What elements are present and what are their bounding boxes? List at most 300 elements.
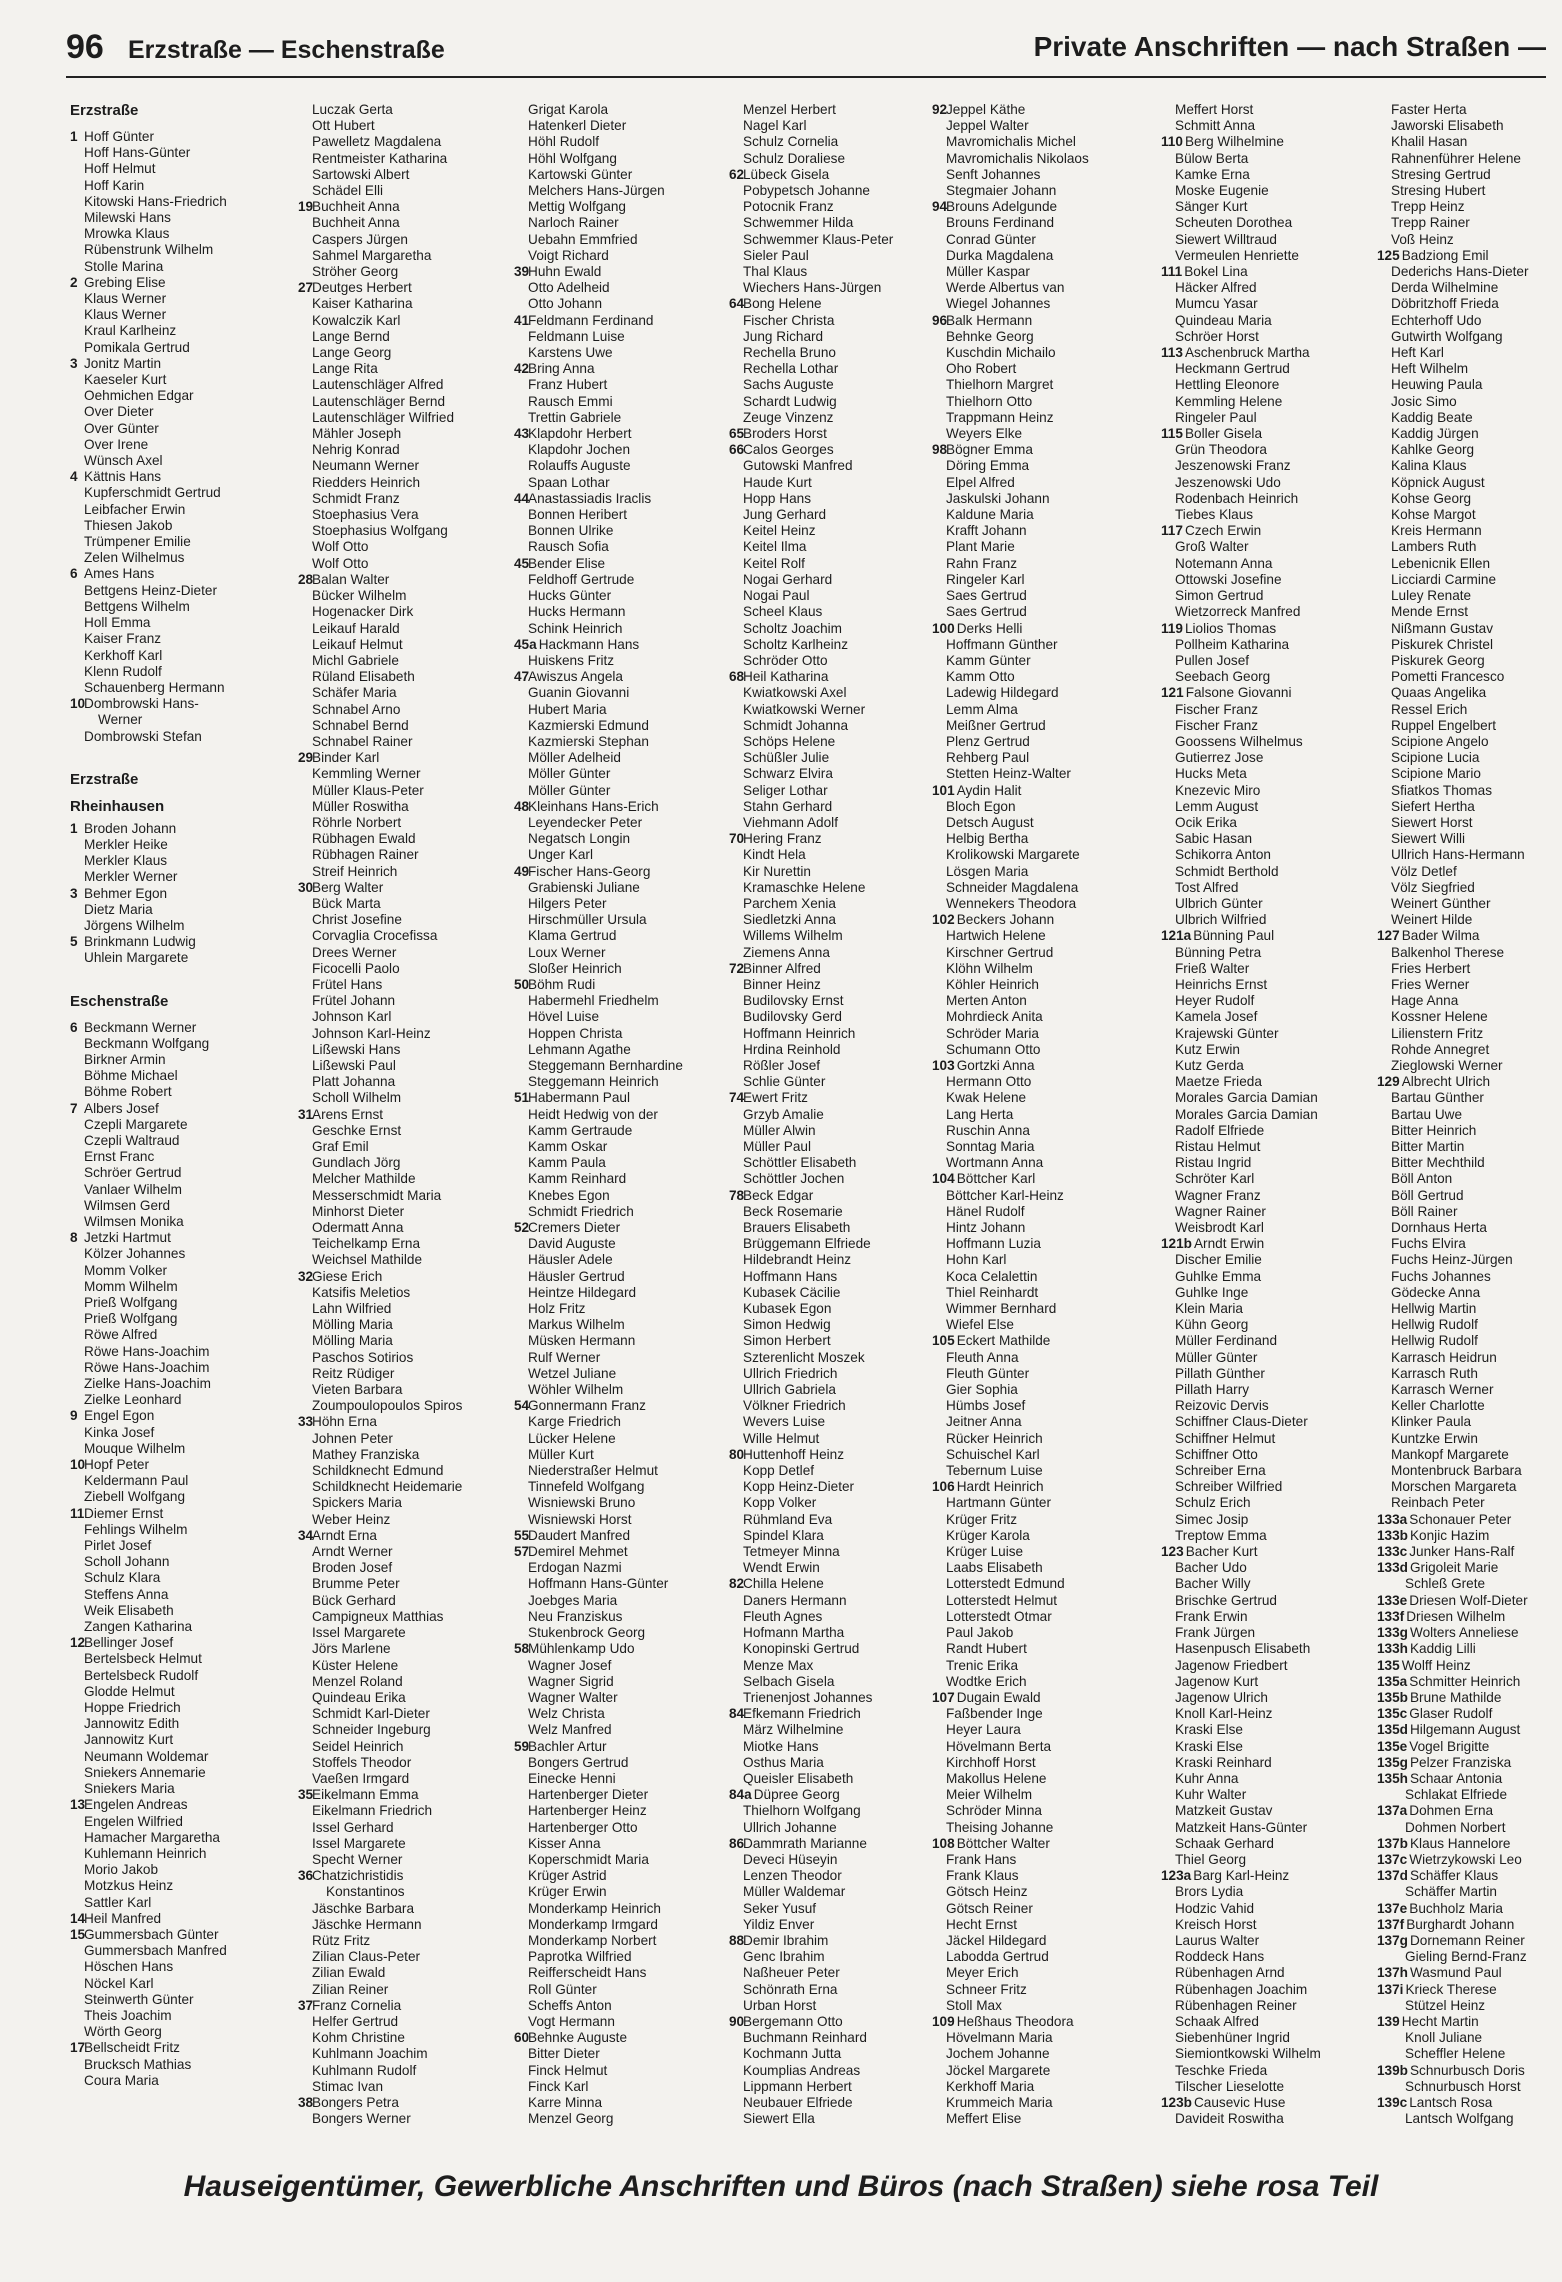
resident-name: Klapdohr Herbert [528,426,632,442]
house-number: 59 [514,1738,530,1754]
resident-entry: Götsch Heinz [946,1884,1028,1900]
house-number: 36 [298,1868,314,1884]
resident-entry: Rübenhagen Arnd [1175,1965,1285,1981]
resident-entry: Balkenhol Therese [1391,944,1505,960]
resident-name: Awiszus Angela [528,669,623,685]
resident-entry: Böll Gertrud [1391,1187,1464,1203]
resident-entry: Kowalczik Karl [312,312,401,328]
resident-entry: Scholl Wilhelm [312,1090,402,1106]
resident-entry: Kreisch Horst [1175,1916,1257,1932]
resident-name: Dammrath Marianne [743,1835,867,1851]
resident-entry: Piskurek Christel [1391,636,1493,652]
resident-entry: Frank Hans [946,1851,1017,1867]
resident-entry: Seliger Lothar [743,782,828,798]
resident-entry: Rüland Elisabeth [312,669,415,685]
house-number: 15 [70,1926,86,1942]
resident-entry: Schleß Grete [1405,1576,1486,1592]
resident-entry: Paprotka Wilfried [528,1949,632,1965]
resident-entry: Frank Erwin [1175,1608,1248,1624]
house-number: 2 [70,274,78,290]
resident-entry: Kuntzke Erwin [1391,1430,1478,1446]
house-number: 35 [298,1787,314,1803]
house-number: 82 [729,1576,745,1592]
resident-entry: Issel Margarete [312,1625,406,1641]
house-number: 133c [1377,1544,1408,1560]
resident-entry: Spickers Maria [312,1495,402,1511]
resident-entry: Merten Anton [946,993,1027,1009]
resident-entry: Schwemmer Hilda [743,215,854,231]
resident-entry: Deveci Hüseyin [743,1851,838,1867]
resident-name: Jeppel Käthe [946,102,1026,117]
resident-entry: Siedletzki Anna [743,912,836,928]
resident-entry: Matzkeit Hans-Günter [1175,1819,1308,1835]
resident-entry: Kaiser Katharina [312,296,413,312]
house-number: 44 [514,490,530,506]
resident-entry: Bacher Udo [1175,1560,1247,1576]
resident-entry: Treptow Emma [1175,1527,1267,1543]
resident-name: Broden Johann [84,820,177,836]
house-number: 123b [1161,2094,1192,2110]
resident-entry: Sabic Hasan [1175,831,1253,847]
resident-entry: Feldmann Luise [528,328,625,344]
resident-entry [70,1457,282,1473]
resident-entry: Rausch Sofia [528,539,609,555]
resident-name: Brouns Adelgunde [946,199,1058,215]
house-number: 139 [1377,2013,1400,2029]
resident-entry: Werde Albertus van [946,280,1065,296]
resident-entry: Reitz Rüdiger [312,1365,395,1381]
resident-name: Kättnis Hans [84,469,162,485]
resident-entry: Laurus Walter [1175,1932,1260,1948]
resident-entry [1377,1965,1562,1981]
resident-entry [70,696,282,712]
resident-entry: Scheffler Helene [1405,2046,1506,2062]
resident-entry: Behnke Georg [946,328,1034,344]
resident-entry [1377,248,1562,264]
resident-entry: Czepli Waltraud [84,1132,180,1148]
resident-entry: Hövelmann Maria [946,2030,1053,2046]
resident-name: Glaser Rudolf [1409,1706,1493,1722]
resident-entry [514,1398,726,1414]
resident-name: Boller Gisela [1184,426,1262,442]
resident-entry: Guhlke Emma [1175,1268,1262,1284]
resident-entry [1377,1658,1562,1674]
resident-entry: Jeitner Anna [946,1414,1022,1430]
resident-entry: Schmitt Anna [1175,118,1256,134]
resident-entry: Kraski Reinhard [1175,1754,1272,1770]
resident-entry [514,1220,726,1236]
resident-entry: Rübhagen Rainer [312,847,419,863]
resident-entry: Vaeßen Irmgard [312,1770,410,1786]
house-number: 10 [70,1457,86,1473]
resident-entry: Hilgers Peter [528,895,607,911]
resident-entry: Stoll Max [946,1997,1002,2013]
resident-entry: Lotterstedt Edmund [946,1576,1065,1592]
resident-entry: Lange Georg [312,345,392,361]
resident-entry: Zeuge Vinzenz [743,409,834,425]
resident-entry: Schöttler Jochen [743,1171,845,1187]
resident-entry: Möller Adelheid [528,750,621,766]
resident-entry: Karrasch Heidrun [1391,1349,1497,1365]
resident-entry: Bertelsbeck Rudolf [84,1667,199,1683]
resident-entry: Welz Manfred [528,1722,612,1738]
resident-entry: Schmidt Johanna [743,717,849,733]
street-range-title: Erzstraße — Eschenstraße [128,36,445,64]
resident-entry: Faster Herta [1391,102,1467,117]
resident-entry: Thiel Georg [1175,1851,1247,1867]
resident-entry: Fleuth Agnes [743,1608,823,1624]
directory-column-3 [514,102,726,2142]
resident-entry: Hecht Ernst [946,1916,1018,1932]
resident-entry [298,1998,510,2014]
resident-entry: Geschke Ernst [312,1122,402,1138]
resident-entry: Nehrig Konrad [312,442,400,458]
resident-entry: Pillath Harry [1175,1382,1250,1398]
resident-entry: Moske Eugenie [1175,183,1269,199]
resident-entry: Stoffels Theodor [312,1754,412,1770]
resident-entry: Gieling Bernd-Franz [1405,1949,1527,1965]
resident-entry: Feldhoff Gertrude [528,571,635,587]
house-number: 121a [1161,928,1192,944]
resident-entry: Gödecke Anna [1391,1284,1481,1300]
house-number: 108 [932,1835,955,1851]
resident-entry: Zieglowski Werner [1391,1057,1503,1073]
resident-name: Chilla Helene [743,1576,824,1592]
resident-entry: Lantsch Wolfgang [1405,2111,1514,2127]
resident-entry: Johnen Peter [312,1430,393,1446]
resident-entry: Kopp Volker [743,1495,817,1511]
resident-entry: Zelen Wilhelmus [84,550,185,566]
resident-entry: Siebenhüner Ingrid [1175,2030,1290,2046]
resident-entry: Jörgens Wilhelm [84,917,185,933]
resident-entry: Stetten Heinz-Walter [946,766,1071,782]
house-number: 137a [1377,1803,1408,1819]
resident-entry: Helbig Bertha [946,831,1029,847]
resident-entry: Thiel Reinhardt [946,1284,1039,1300]
resident-entry: Corvaglia Crocefissa [312,928,438,944]
resident-entry [514,1544,726,1560]
resident-name: Gortzki Anna [956,1057,1035,1073]
resident-entry: Markus Wilhelm [528,1317,625,1333]
house-number: 133e [1377,1592,1408,1608]
resident-entry: Hucks Günter [528,588,612,604]
resident-entry: Daners Hermann [743,1592,847,1608]
resident-entry: Lemm August [1175,798,1259,814]
resident-entry: Bitter Martin [1391,1139,1465,1154]
resident-entry [298,1528,510,1544]
resident-entry: Morales Garcia Damian [1175,1106,1318,1122]
resident-entry: Meyer Erich [946,1965,1019,1981]
resident-entry: Hartenberger Otto [528,1819,638,1835]
resident-name: Konjic Hazim [1409,1527,1490,1543]
resident-entry: Drees Werner [312,944,397,960]
resident-entry: Ristau Ingrid [1175,1155,1252,1171]
resident-entry: Genc Ibrahim [743,1949,825,1965]
resident-entry: Tinnefeld Wolfgang [528,1479,645,1495]
resident-entry: Ströher Georg [312,264,399,280]
resident-entry: Scholtz Joachim [743,620,842,636]
house-number: 52 [514,1220,530,1236]
resident-entry: Beckmann Wolfgang [84,1035,210,1051]
resident-name: Böttcher Karl [956,1171,1036,1187]
resident-entry: Plant Marie [946,539,1015,555]
resident-entry: Quindeau Erika [312,1689,406,1705]
house-number: 3 [70,885,78,901]
resident-entry: Schnurbusch Horst [1405,2078,1521,2094]
resident-entry: Coura Maria [84,2072,159,2088]
house-number: 74 [729,1090,745,1106]
resident-entry: Merkler Heike [84,836,168,852]
resident-entry: Klein Maria [1175,1301,1243,1317]
resident-entry: Momm Wilhelm [84,1278,178,1294]
house-number: 110 [1161,134,1183,150]
page-number: 96 [66,28,104,66]
resident-entry [70,821,282,837]
resident-entry [1161,1544,1373,1560]
resident-entry: Monderkamp Norbert [528,1932,657,1948]
resident-entry: Zilian Claus-Peter [312,1949,421,1965]
resident-name: Arndt Erwin [1193,1236,1265,1252]
resident-entry: Schildknecht Heidemarie [312,1479,463,1495]
resident-entry: Guanin Giovanni [528,685,630,701]
resident-name: Feldmann Ferdinand [528,312,654,328]
house-number: 135d [1377,1722,1408,1738]
resident-entry: Häusler Adele [528,1252,613,1268]
resident-name: Brinkmann Ludwig [84,934,196,950]
resident-entry: Monderkamp Irmgard [528,1916,658,1932]
resident-entry: Rohde Annegret [1391,1041,1490,1057]
resident-entry [932,2014,1144,2030]
resident-entry: Werner [98,712,143,728]
resident-name: Berg Walter [312,879,384,895]
resident-entry: Meffert Horst [1175,102,1254,117]
resident-entry: Stukenbrock Georg [528,1625,646,1641]
house-number: 64 [729,296,745,312]
house-number: 125 [1377,247,1400,263]
resident-entry [298,880,510,896]
resident-entry: Bartau Günther [1391,1090,1484,1106]
resident-entry: Keitel Ilma [743,539,807,555]
house-number: 47 [514,669,530,685]
resident-entry: Simon Herbert [743,1333,831,1349]
resident-entry: Jörs Marlene [312,1641,391,1657]
resident-entry: Roddeck Hans [1175,1949,1265,1965]
resident-entry: Nogai Paul [743,588,810,604]
resident-entry: Stützel Heinz [1405,1997,1486,2013]
resident-entry: Piskurek Georg [1391,652,1485,668]
resident-entry: Caspers Jürgen [312,231,408,247]
resident-entry: Wagner Sigrid [528,1673,614,1689]
resident-name: Balan Walter [312,571,390,587]
resident-entry: Lautenschläger Alfred [312,377,444,393]
resident-entry: Neumann Werner [312,458,420,474]
resident-name: Balk Hermann [946,312,1033,328]
resident-entry: Völkner Friedrich [743,1398,846,1414]
resident-entry [729,1576,941,1592]
resident-entry [1161,523,1373,539]
resident-entry: Kirchhoff Horst [946,1754,1036,1770]
resident-entry [1377,1917,1562,1933]
resident-entry [70,1635,282,1651]
resident-name: Schonauer Peter [1409,1511,1512,1527]
resident-entry: Lebenicnik Ellen [1391,555,1490,571]
resident-entry [932,1333,1144,1349]
resident-entry [1377,1528,1562,1544]
resident-entry: Karre Minna [528,2094,603,2110]
house-number: 6 [70,566,78,582]
resident-name: Pelzer Franziska [1409,1754,1512,1770]
street-heading: Erzstraße [70,770,139,788]
resident-entry: Stresing Gertrud [1391,166,1491,182]
resident-entry: Heuwing Paula [1391,377,1483,393]
resident-entry: Schaak Gerhard [1175,1835,1274,1851]
resident-entry: Kopp Heinz-Dieter [743,1479,855,1495]
resident-entry: Schiffner Claus-Dieter [1175,1414,1308,1430]
resident-entry: Theising Johanne [946,1819,1054,1835]
resident-entry: Monderkamp Heinrich [528,1900,661,1916]
resident-entry [514,1739,726,1755]
resident-entry: Bettgens Heinz-Dieter [84,582,217,598]
house-number: 107 [932,1689,955,1705]
house-number: 29 [298,750,314,766]
resident-entry: Weichsel Mathilde [312,1252,423,1268]
resident-entry: Jeppel Walter [946,118,1029,134]
resident-entry: Vanlaer Wilhelm [84,1181,182,1197]
resident-entry [298,1107,510,1123]
resident-name: Efkemann Friedrich [743,1706,861,1722]
house-number: 19 [298,199,314,215]
resident-entry: Konstantinos [326,1884,405,1900]
house-number: 103 [932,1057,955,1073]
resident-entry [729,961,941,977]
resident-entry: Schneider Magdalena [946,879,1079,895]
resident-entry: Steggemann Heinrich [528,1074,659,1090]
resident-entry: Vieten Barbara [312,1382,403,1398]
resident-entry: Wisniewski Horst [528,1511,632,1527]
resident-entry: Wilmsen Monika [84,1213,184,1229]
resident-name: Cremers Dieter [528,1220,621,1236]
resident-entry: Rechella Lothar [743,361,839,377]
resident-entry: Völz Siegfried [1391,879,1475,895]
house-number: 94 [932,199,948,215]
resident-entry: Kalina Klaus [1391,458,1467,474]
resident-entry: Lösgen Maria [946,863,1029,879]
resident-entry: Holz Fritz [528,1301,586,1317]
resident-entry: Grzyb Amalie [743,1106,824,1122]
resident-entry: Rentmeister Katharina [312,150,448,166]
resident-name: Arens Ernst [312,1106,384,1122]
resident-entry: Neumann Woldemar [84,1748,209,1764]
resident-entry: Stoephasius Vera [312,507,419,523]
resident-entry: Wetzel Juliane [528,1365,617,1381]
section-title: Private Anschriften — nach Straßen — [1033,31,1546,62]
resident-entry: Böll Anton [1391,1171,1453,1187]
resident-entry: Otto Johann [528,296,603,312]
resident-entry: Schröer Horst [1175,328,1259,344]
resident-entry: Durka Magdalena [946,247,1054,263]
resident-entry: Schiffner Otto [1175,1446,1258,1462]
resident-entry: Brors Lydia [1175,1884,1244,1900]
resident-entry: Krüger Erwin [528,1884,607,1900]
resident-entry: Pollheim Katharina [1175,636,1290,652]
resident-entry: Heidt Hedwig von der [528,1106,658,1122]
resident-name: Bong Helene [743,296,822,312]
resident-entry: Röhrle Norbert [312,814,402,830]
house-number: 109 [932,2013,955,2029]
resident-entry: Sfiatkos Thomas [1391,782,1492,798]
resident-entry: Hage Anna [1391,993,1459,1009]
resident-name: Hardt Heinrich [956,1479,1044,1495]
resident-name: Hopf Peter [84,1457,149,1473]
resident-entry: Ficocelli Paolo [312,960,400,976]
resident-entry: Tebernum Luise [946,1463,1043,1479]
resident-entry [1377,928,1562,944]
resident-entry: Quindeau Maria [1175,312,1272,328]
resident-entry: Kuschdin Michailo [946,345,1056,361]
resident-entry: Kartowski Günter [528,166,633,182]
resident-entry: Miotke Hans [743,1738,819,1754]
resident-entry: Momm Volker [84,1262,168,1278]
resident-entry: Hopp Hans [743,490,812,506]
resident-entry: Voigt Richard [528,247,609,263]
resident-entry [932,783,1144,799]
resident-entry: Pawelletz Magdalena [312,134,442,150]
resident-entry [1161,621,1373,637]
resident-entry: Habermehl Friedhelm [528,993,659,1009]
resident-entry: Wiechers Hans-Jürgen [743,280,882,296]
resident-entry: Möller Günter [528,782,611,798]
resident-name: Aschenbruck Martha [1184,345,1310,361]
resident-entry: Grigat Karola [528,102,609,117]
resident-entry [514,313,726,329]
resident-entry: Menzel Roland [312,1673,403,1689]
resident-entry: Melchers Hans-Jürgen [528,183,665,199]
house-number: 111 [1161,264,1183,280]
resident-entry: Schüßler Julie [743,750,830,766]
resident-name: Bacher Kurt [1185,1544,1258,1560]
resident-entry: Issel Gerhard [312,1819,394,1835]
footer-note: Hauseigentümer, Gewerbliche Anschriften und Büros (nach Straßen) siehe rosa Teil [183,2170,1379,2203]
resident-name: Beckmann Werner [84,1019,197,1035]
resident-entry: Klaus Werner [84,291,167,307]
resident-entry [298,1414,510,1430]
house-number: 129 [1377,1074,1400,1090]
resident-entry [70,934,282,950]
resident-entry: Kamm Otto [946,669,1015,685]
resident-entry: Engelen Wilfried [84,1813,183,1829]
resident-entry: Hamacher Margaretha [84,1829,220,1845]
resident-entry: Müller Kurt [528,1446,594,1462]
resident-entry: Kraski Else [1175,1738,1243,1754]
resident-entry: Lenzen Theodor [743,1868,842,1884]
resident-entry [1377,1901,1562,1917]
resident-entry: Echterhoff Udo [1391,312,1482,328]
resident-entry: Zielke Hans-Joachim [84,1376,211,1392]
resident-entry [729,1933,941,1949]
resident-entry: Jöckel Margarete [946,2062,1051,2078]
resident-entry: Nogai Gerhard [743,571,833,587]
resident-entry: Müller Alwin [743,1122,816,1138]
resident-entry [1161,1868,1373,1884]
resident-name: Aydin Halit [956,782,1022,798]
resident-entry: Keitel Rolf [743,555,805,571]
resident-name: Grigoleit Marie [1409,1560,1499,1576]
resident-name: Driesen Wilhelm [1406,1608,1506,1624]
resident-entry [729,831,941,847]
resident-entry: Saes Gertrud [946,604,1027,620]
resident-entry: Karrasch Ruth [1391,1365,1478,1381]
resident-entry: Ullrich Gabriela [743,1382,836,1398]
